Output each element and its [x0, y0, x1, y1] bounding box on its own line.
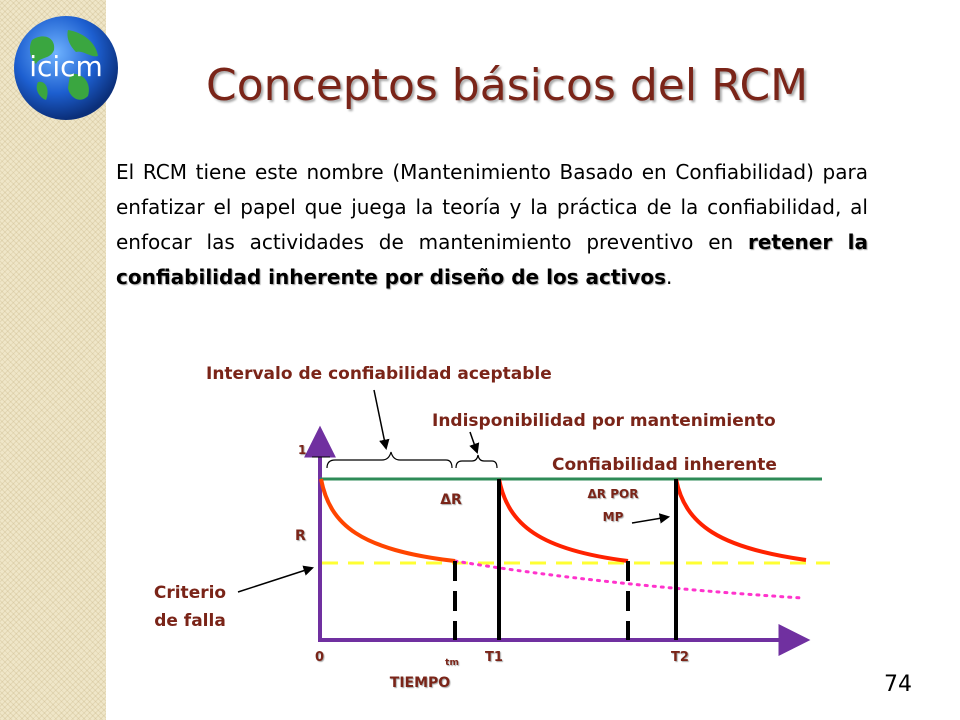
downtime-pointer-arrow [470, 432, 477, 452]
delta-r-mp-label-2: MP [602, 510, 624, 524]
inherent-reliability-label: Confiabilidad inherente [552, 455, 777, 475]
tm-label: tm [445, 658, 459, 668]
y-label-one: 1 [298, 443, 307, 457]
paragraph-text: El RCM tiene este nombre (Mantenimiento Basado en Confiabilidad) para enfatizar el papel que juega la teoría y la práctica de la confiabilidad, al enfocar las actividades de mantenimiento preventivo en [116, 160, 868, 254]
logo-text: icicm [29, 50, 103, 83]
delta-r-mp-label-1: ΔR POR [587, 487, 639, 501]
criterion-pointer-arrow [238, 568, 312, 592]
page-title: Conceptos básicos del RCM [206, 60, 809, 111]
delta-r-mp-pointer-arrow [632, 517, 668, 523]
acceptable-interval-brace [327, 452, 452, 468]
interval-pointer-arrow [374, 390, 386, 448]
paragraph-end: . [666, 265, 673, 289]
reliability-curve-1 [321, 479, 455, 561]
failure-criterion-label-2: de falla [154, 611, 226, 631]
t1-label: T1 [485, 650, 503, 665]
origin-label: 0 [315, 650, 325, 665]
delta-r-label: ΔR [440, 492, 462, 508]
page-number: 74 [884, 672, 912, 697]
maintenance-downtime-label: Indisponibilidad por mantenimiento [432, 411, 776, 431]
x-axis-label: TIEMPO [389, 675, 451, 691]
t2-label: T2 [671, 650, 689, 665]
acceptable-interval-label: Intervalo de confiabilidad aceptable [206, 364, 552, 384]
downtime-brace [456, 455, 497, 468]
failure-criterion-label-1: Criterio [153, 583, 227, 603]
y-label-r: R [295, 528, 306, 544]
reliability-curve-3 [676, 479, 806, 560]
paragraph-emphasis: retener la confiabilidad inherente por diseño de los activos [116, 230, 868, 289]
